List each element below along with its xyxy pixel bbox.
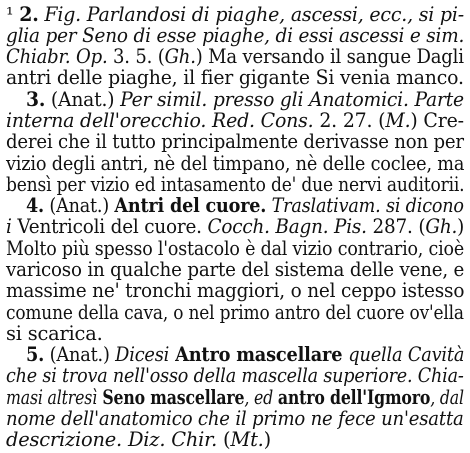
italic-text: che si trova nell'osso della mascella superiore. Chia- [6, 364, 464, 387]
bold-text: 2. [19, 3, 39, 26]
italic-text: Gh. [425, 215, 458, 238]
plain-text: ) Ma versando il sangue Dagli [195, 45, 464, 68]
bold-text: 5. [26, 343, 45, 366]
text-line [6, 427, 271, 453]
plain-text: ( [217, 428, 231, 451]
plain-text: 2. 27. ( [313, 109, 386, 132]
plain-text: ) Cre- [410, 109, 464, 132]
plain-text: ) [457, 215, 465, 238]
plain-text: bensì per vizio ed intasamento de' due nervi auditorii. [6, 173, 465, 196]
plain-text: vizio degli antri, nè del timpano, nè delle coclee, ma [6, 152, 465, 175]
plain-text: antri delle piaghe, il fier gigante Si venia manco. [6, 66, 464, 89]
italic-text: descrizione. Diz. Chir. [6, 428, 218, 451]
italic-text: Mt. [230, 428, 264, 451]
plain-text: 287. ( [366, 215, 426, 238]
italic-text: i [6, 215, 12, 238]
italic-text: Fig. Parlandosi di piaghe, ascessi, ecc., si pi- [38, 3, 464, 26]
italic-text: , dal [430, 386, 464, 409]
italic-text: Cocch. Bagn. Pis. [207, 215, 367, 238]
plain-text: derei che il tutto principalmente derivasse non per [6, 130, 464, 153]
plain-text: massime ne' tronchi maggiori, o nel ceppo istesso [6, 279, 465, 302]
plain-text: (Anat.) [43, 194, 115, 217]
italic-text: Dicesi [115, 343, 170, 366]
plain-text: varicoso in qualche parte del sistema delle vene, e [6, 258, 465, 281]
italic-text: masi altresì [6, 386, 98, 409]
italic-text: Chiabr. Op. [6, 45, 108, 68]
plain-text: si scarica. [6, 322, 103, 345]
italic-text: M. [385, 109, 411, 132]
bold-text: Seno mascellare [97, 386, 245, 409]
bold-text: antro dell'Igmoro [277, 386, 431, 409]
plain-text: comune della cava, o nel primo antro del cuore ov'ella [6, 301, 464, 324]
bold-text: 3. [26, 88, 46, 111]
plain-text: Molto più spesso l'ostacolo è dal vizio contrario, cioè [6, 237, 465, 260]
italic-text: Per simil. presso gli Anatomici. Parte [120, 88, 464, 111]
bold-text: Antri del cuore. [114, 194, 267, 217]
italic-text: nome dell'anatomico che il primo ne fece un'esatta [6, 407, 464, 430]
bold-text: Antro mascellare [169, 343, 349, 366]
plain-text: Ventricoli del cuore. [11, 215, 208, 238]
plain-text: (Anat.) [44, 343, 116, 366]
bold-text: 4. [26, 194, 44, 217]
plain-text: ) [263, 428, 272, 451]
italic-text: Traslativam. si dicono [266, 194, 464, 217]
italic-text: quella Cavità [348, 343, 465, 366]
italic-text: Gh. [164, 45, 196, 68]
italic-text: interna dell'orecchio. Red. Cons. [6, 109, 314, 132]
plain-text: (Anat.) [45, 88, 121, 111]
plain-text: 3. 5. ( [107, 45, 165, 68]
plain-text: ¹ [6, 3, 20, 26]
italic-text: glia per Seno di esse piaghe, di essi ascessi e sim. [6, 24, 465, 47]
italic-text: , ed [244, 386, 278, 409]
